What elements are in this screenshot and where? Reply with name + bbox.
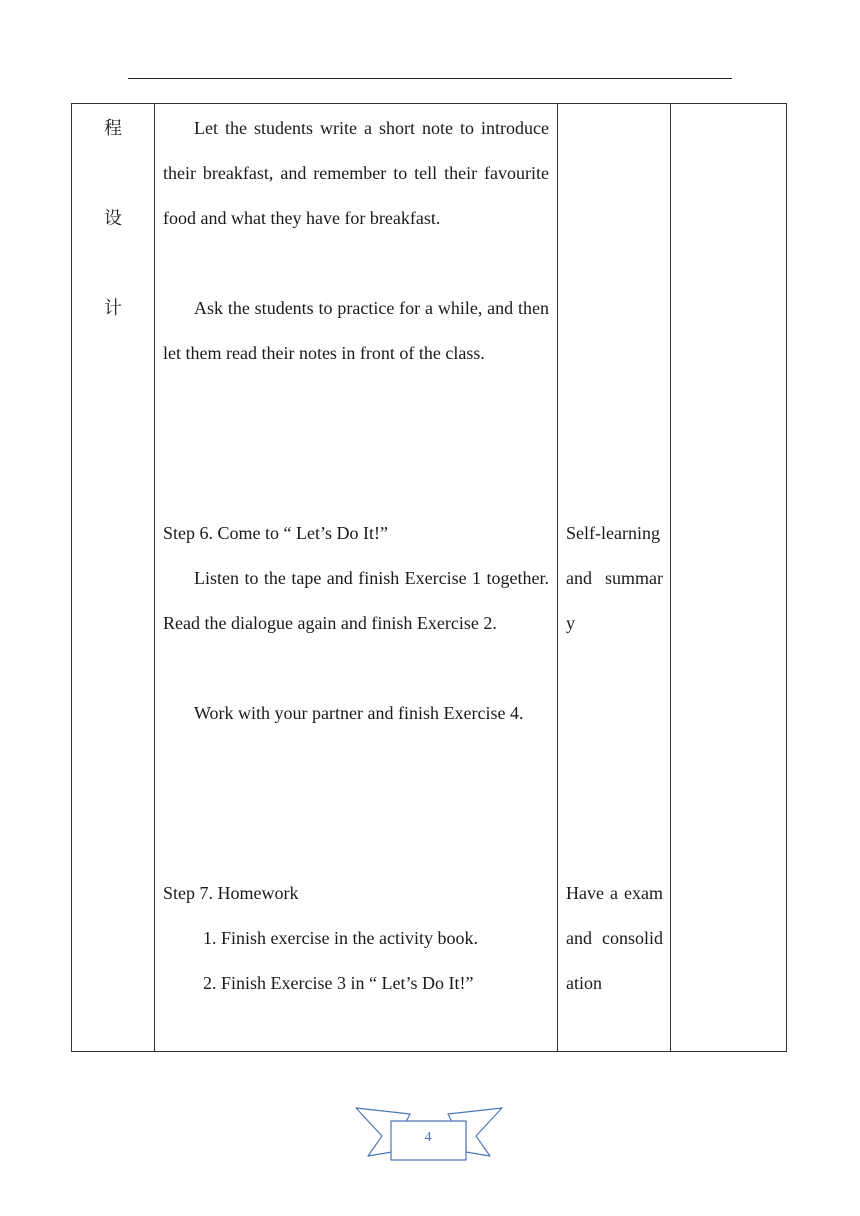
section-label bbox=[72, 106, 154, 376]
page-number: 4 bbox=[424, 1130, 432, 1145]
section-label-char: 计 bbox=[104, 298, 122, 319]
procedure-cell bbox=[155, 104, 558, 1052]
homework-item-1: 1. Finish exercise in the activity book. bbox=[203, 928, 478, 948]
step6-title: Step 6. Come to “ Let’s Do It!” bbox=[163, 523, 388, 543]
step6-purpose-note: Self-learning and summary bbox=[566, 523, 663, 633]
step6-listen-paragraph: Listen to the tape and finish Exercise 1 together. Read the dialogue again and finish Exercise 2. bbox=[163, 568, 549, 633]
homework-item-2: 2. Finish Exercise 3 in “ Let’s Do It!” bbox=[203, 973, 474, 993]
practice-paragraph: Ask the students to practice for a while, and then let them read their notes in front of the class. bbox=[163, 298, 549, 363]
step7-purpose-note: Have a exam and consolidation bbox=[566, 883, 663, 993]
remarks-cell bbox=[671, 104, 787, 1052]
step6-partner-paragraph: Work with your partner and finish Exercise 4. bbox=[194, 703, 524, 723]
section-label-cell bbox=[72, 104, 155, 1052]
section-label-char: 设 bbox=[104, 208, 122, 229]
writing-task-paragraph: Let the students write a short note to introduce their breakfast, and remember to tell their favourite food and what they have for breakfast. bbox=[163, 118, 549, 228]
section-label-char: 程 bbox=[104, 118, 122, 139]
lesson-plan-table bbox=[71, 103, 787, 1052]
purpose-cell bbox=[558, 104, 671, 1052]
step7-title: Step 7. Homework bbox=[163, 883, 299, 903]
table-row bbox=[72, 104, 787, 1052]
header-rule bbox=[128, 78, 732, 79]
